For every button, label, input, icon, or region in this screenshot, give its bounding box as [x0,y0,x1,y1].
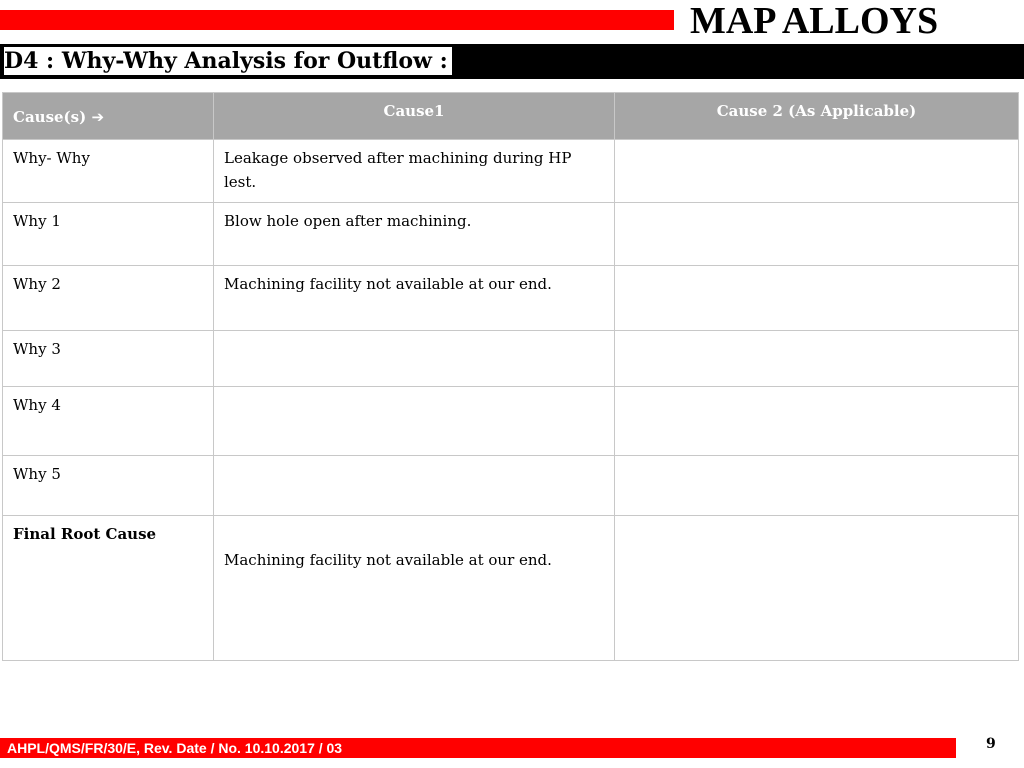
table-row [3,266,1019,331]
row-label: Why 4 [3,387,214,456]
cause1-cell: Leakage observed after machining during HP lest. [214,140,615,203]
table-row [3,331,1019,387]
cause2-cell [615,140,1019,203]
cause1-cell [214,331,615,387]
table-row [3,203,1019,266]
column-header-cause1: Cause1 [214,93,615,140]
table-row [3,387,1019,456]
footer-doc-reference: AHPL/QMS/FR/30/E, Rev. Date / No. 10.10.2017 / 03 [7,740,343,756]
column-header-cause2: Cause 2 (As Applicable) [615,93,1019,140]
row-label: Why 5 [3,456,214,516]
final-root-cause-cause1: Machining facility not available at our end. [214,516,615,661]
column-header-causes [3,93,214,140]
cause1-cell [214,456,615,516]
table-row [3,140,1019,203]
cause2-cell [615,266,1019,331]
cause2-cell [615,456,1019,516]
arrow-right-icon: ➔ [91,108,105,126]
top-red-bar [0,10,674,30]
row-label: Why- Why [3,140,214,203]
title-bar [0,44,1024,79]
final-root-cause-label: Final Root Cause [3,516,214,661]
cause2-cell [615,387,1019,456]
table-header-row [3,93,1019,140]
final-root-cause-cause2 [615,516,1019,661]
column-header-causes-label: Cause(s) [13,108,87,126]
row-label: Why 3 [3,331,214,387]
cause1-cell: Blow hole open after machining. [214,203,615,266]
row-label: Why 2 [3,266,214,331]
row-label: Why 1 [3,203,214,266]
cause2-cell [615,331,1019,387]
page-title: D4 : Why-Why Analysis for Outflow : [4,47,452,75]
company-logo-text: MAP ALLOYS [690,0,939,42]
page-number: 9 [986,736,996,752]
cause1-cell [214,387,615,456]
why-why-table [2,92,1019,661]
final-root-cause-row [3,516,1019,661]
cause1-cell: Machining facility not available at our end. [214,266,615,331]
table-row [3,456,1019,516]
cause2-cell [615,203,1019,266]
